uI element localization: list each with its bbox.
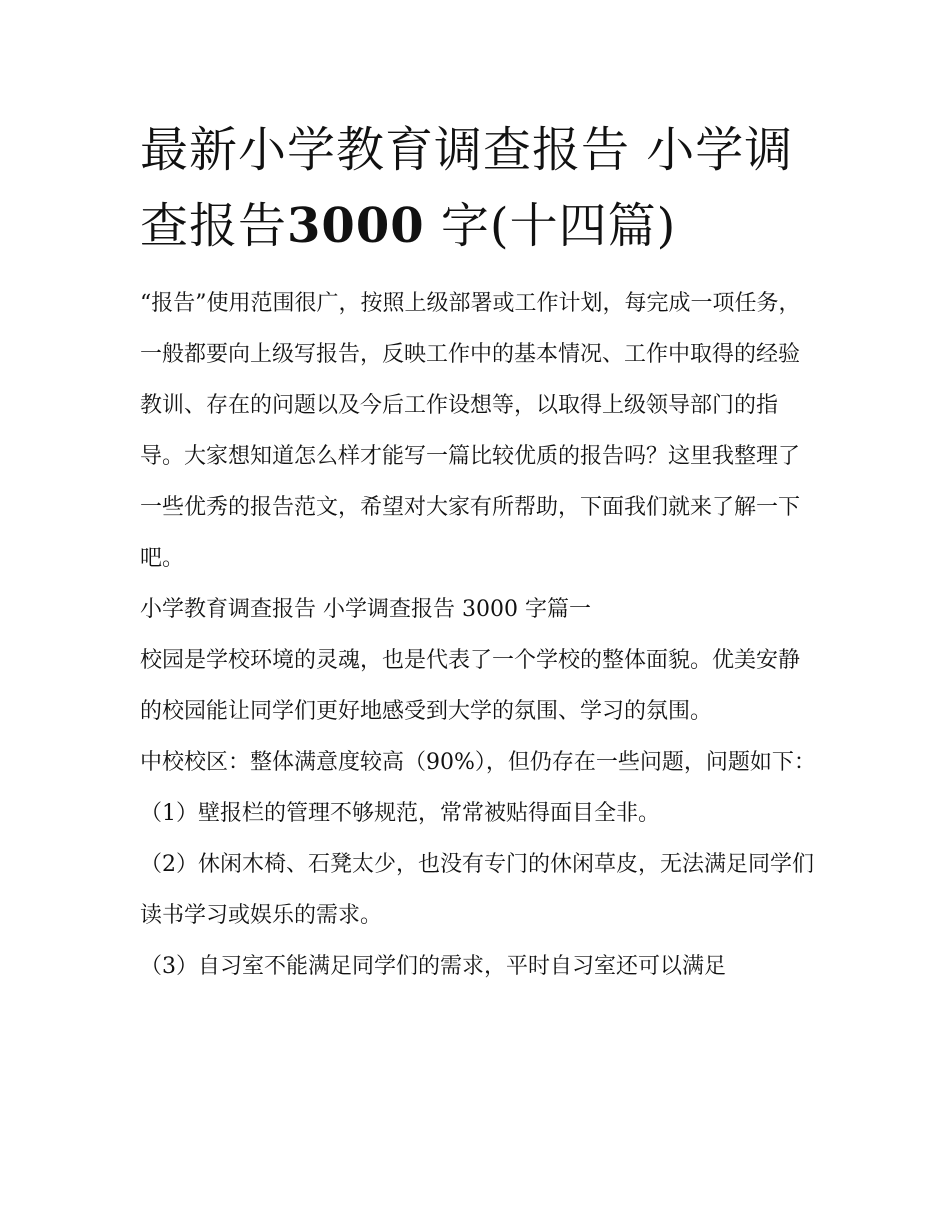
document-body <box>140 278 820 992</box>
title-number: 3000 <box>287 198 425 254</box>
body-paragraph-4: （3）自习室不能满足同学们的需求，平时自习室还可以满足 <box>140 954 726 979</box>
body-paragraph-3: （2）休闲木椅、石凳太少，也没有专门的休闲草皮，无法满足同学们读书学习或娱乐的需求。 <box>140 852 814 928</box>
intro-paragraph: “报告”使用范围很广，按照上级部署或工作计划，每完成一项任务，一般都要向上级写报告，反映工作中的基本情况、工作中取得的经验教训、存在的问题以及今后工作设想等，以取得上级领导部门的指导。大家想知道怎么样才能写一篇比较优质的报告吗？这里我整理了一些优秀的报告范文，希望对大家有所帮助，下面我们就来了解一下吧。 <box>140 291 801 571</box>
document-title <box>140 112 820 264</box>
title-text-part2: 字(十四篇) <box>424 198 677 254</box>
document-page <box>140 112 820 992</box>
body-paragraph-1: 校园是学校环境的灵魂，也是代表了一个学校的整体面貌。优美安静的校园能让同学们更好地感受到大学的氛围、学习的氛围。 <box>140 648 801 724</box>
body-paragraph-2: 中校校区：整体满意度较高（90%），但仍存在一些问题，问题如下：（1）壁报栏的管理不够规范，常常被贴得面目全非。 <box>140 750 816 826</box>
section-heading: 小学教育调查报告 小学调查报告 3000 字篇一 <box>140 597 591 622</box>
title-text-part1: 最新小学教育调查报告 小学调查报告 <box>140 122 794 254</box>
